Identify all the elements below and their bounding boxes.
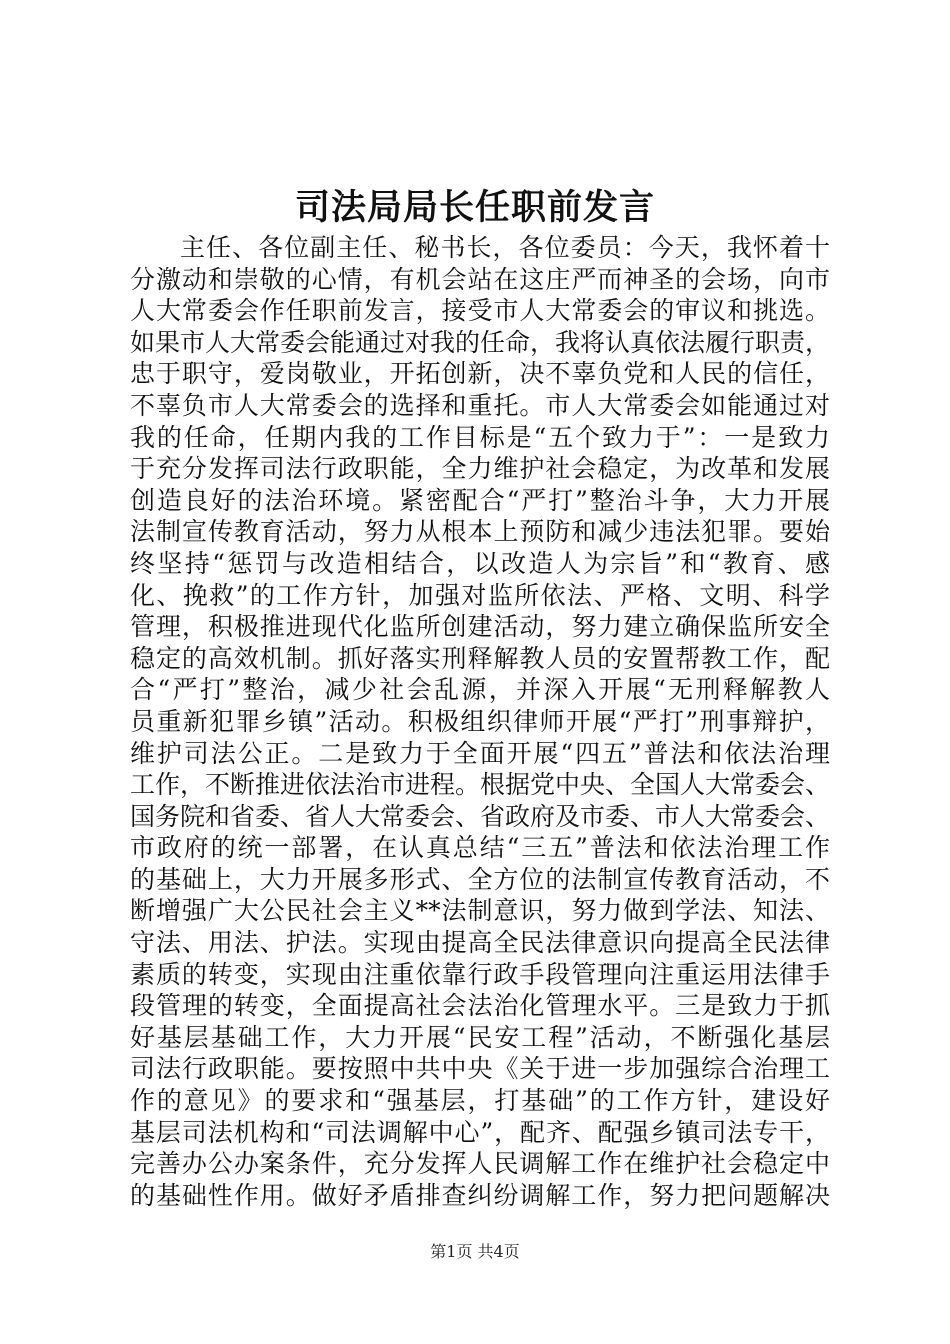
body-line: 法制宣传教育活动，努力从根本上预防和减少违法犯罪。要始 bbox=[130, 517, 830, 547]
body-line: 段管理的转变，全面提高社会法治化管理水平。三是致力于抓 bbox=[130, 991, 830, 1021]
document-body bbox=[130, 232, 830, 1211]
body-line: 素质的转变，实现由注重依靠行政手段管理向注重运用法律手 bbox=[130, 959, 830, 989]
body-line: 员重新犯罪乡镇”活动。积极组织律师开展“严打”刑事辩护， bbox=[130, 706, 830, 736]
body-line: 合“严打”整治，减少社会乱源，并深入开展“无刑释解教人 bbox=[130, 675, 830, 705]
body-line: 化、挽救”的工作方针，加强对监所依法、严格、文明、科学 bbox=[130, 580, 830, 610]
body-line: 分激动和崇敬的心情，有机会站在这庄严而神圣的会场，向市 bbox=[130, 264, 830, 294]
body-line: 国务院和省委、省人大常委会、省政府及市委、市人大常委会、 bbox=[130, 801, 831, 831]
body-line: 终坚持“惩罚与改造相结合，以改造人为宗旨”和“教育、感 bbox=[130, 548, 830, 578]
body-line: 断增强广大公民社会主义**法制意识，努力做到学法、知法、 bbox=[130, 896, 830, 926]
body-line: 不辜负市人大常委会的选择和重托。市人大常委会如能通过对 bbox=[130, 390, 830, 420]
body-line: 守法、用法、护法。实现由提高全民法律意识向提高全民法律 bbox=[130, 928, 830, 958]
page-footer: 第1页 共4页 bbox=[430, 1242, 520, 1261]
body-line: 市政府的统一部署，在认真总结“三五”普法和依法治理工作 bbox=[130, 833, 830, 863]
body-line: 完善办公办案条件，充分发挥人民调解工作在维护社会稳定中 bbox=[130, 1149, 830, 1179]
body-line: 稳定的高效机制。抓好落实刑释解教人员的安置帮教工作，配 bbox=[130, 643, 830, 673]
body-line: 我的任命，任期内我的工作目标是“五个致力于”：一是致力 bbox=[130, 422, 830, 452]
body-line: 于充分发挥司法行政职能，全力维护社会稳定，为改革和发展 bbox=[130, 454, 830, 484]
body-line: 主任、各位副主任、秘书长，各位委员：今天，我怀着十 bbox=[180, 233, 830, 262]
body-line: 的基础上，大力开展多形式、全方位的法制宣传教育活动，不 bbox=[130, 864, 830, 894]
body-line: 忠于职守，爱岗敬业，开拓创新，决不辜负党和人民的信任， bbox=[130, 359, 830, 389]
body-line: 好基层基础工作，大力开展“民安工程”活动，不断强化基层 bbox=[130, 1022, 830, 1052]
body-line: 如果市人大常委会能通过对我的任命，我将认真依法履行职责， bbox=[130, 327, 831, 357]
body-line: 工作，不断推进依法治市进程。根据党中央、全国人大常委会、 bbox=[130, 770, 831, 800]
body-line: 管理，积极推进现代化监所创建活动，努力建立确保监所安全 bbox=[130, 612, 830, 642]
document-title: 司法局局长任职前发言 bbox=[294, 187, 655, 228]
body-line: 人大常委会作任职前发言，接受市人大常委会的审议和挑选。 bbox=[130, 296, 830, 326]
body-line: 基层司法机构和“司法调解中心”，配齐、配强乡镇司法专干， bbox=[130, 1117, 830, 1147]
body-line: 的基础性作用。做好矛盾排查纠纷调解工作，努力把问题解决 bbox=[130, 1180, 830, 1210]
body-line: 作的意见》的要求和“强基层，打基础”的工作方针，建设好 bbox=[130, 1086, 830, 1116]
body-line: 维护司法公正。二是致力于全面开展“四五”普法和依法治理 bbox=[130, 738, 830, 768]
body-line: 司法行政职能。要按照中共中央《关于进一步加强综合治理工 bbox=[130, 1054, 830, 1084]
body-line: 创造良好的法治环境。紧密配合“严打”整治斗争，大力开展 bbox=[130, 485, 830, 515]
